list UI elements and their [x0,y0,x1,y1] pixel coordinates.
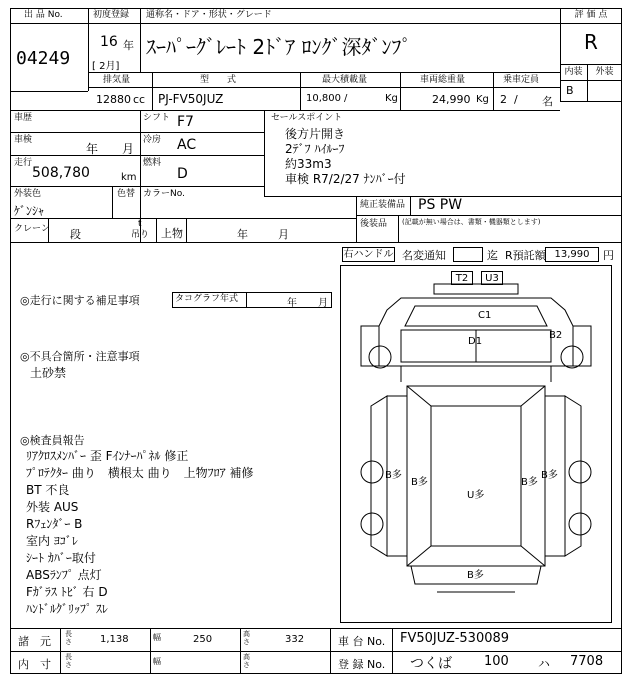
until-label: 迄 [487,249,498,262]
first-reg-year: 16 [100,34,118,50]
sales-point-line: 約33m3 [285,157,332,171]
genuine-equipment-label: 純正装備品 [360,200,406,210]
mark-u3: U3 [481,271,503,285]
crane-lift-unit: 吊り [131,230,150,240]
height-value: 332 [285,634,305,645]
inspector-line: Fｶﾞﾗｽ ﾄﾋﾞ 右 D [26,585,108,599]
recycle-fee-value: 13,990 [545,247,599,262]
crane-label: クレーン [14,224,50,234]
tachograph-month-unit: 月 [318,298,328,309]
lot-number: 04249 [16,48,71,69]
mileage-label: 走行 [14,158,33,168]
inspector-line: ABSﾗﾝﾌﾟ 点灯 [26,568,102,582]
length-value: 1,138 [100,634,129,645]
sales-point-line: 車検 R7/2/27 ﾅﾝﾊﾞｰ付 [285,172,406,186]
color-code-label: カラーNo. [143,189,185,199]
width-value: 250 [193,634,213,645]
steering-box: 右ハンドル [343,249,394,260]
mark-u-center: U多 [467,490,485,501]
recycle-fee-label: R預託額 [505,249,546,262]
mark-b2: B2 [549,330,563,341]
ac-value: AC [177,137,197,153]
inspector-line: ﾌﾟﾛﾃｸﾀｰ 曲り 横根太 曲り 上物ﾌﾛｱ 補修 [26,466,254,480]
genuine-equipment-value: PS PW [418,197,463,213]
gross-weight-label: 車両総重量 [420,75,466,85]
upper-month-unit: 月 [278,228,289,241]
inspector-line: BT 不良 [26,483,70,497]
inspector-line: Rﾌｪﾝﾀﾞｰ B [26,517,83,531]
max-load-value: 10,800 [306,93,341,104]
exterior-grade-label: 外装 [595,67,614,77]
chassis-label: 車 台 No. [338,635,386,648]
name-change-box [453,247,483,262]
inspector-title: ◎検査員報告 [20,434,85,447]
inner-height-label: 高さ [243,653,250,669]
capacity-unit: 名 [542,95,553,108]
ac-label: 冷房 [143,135,162,145]
vehicle-name: ｽｰﾊﾟｰｸﾞﾚｰﾄ 2ﾄﾞｱ ﾛﾝｸﾞ深ﾀﾞﾝﾌﾟ [146,35,412,59]
capacity-sep: / [514,93,518,106]
lot-label: 出 品 No. [24,10,63,20]
length-label: 長さ [65,630,72,646]
mark-b-inner-right: B多 [521,477,538,488]
chassis-number: FV50JUZ-530089 [400,631,510,646]
shift-label: シフト [143,113,171,123]
grade-label: 評 価 点 [574,10,608,20]
aftermarket-note: (記載が無い場合は、書類・機器類とします) [402,218,541,226]
inspection-label: 車検 [14,135,33,145]
gross-weight-value: 24,990 [432,93,471,106]
inspector-line: 室内 ﾖｺﾞﾚ [26,534,78,548]
max-load-sep: / [344,93,348,104]
mark-d1: D1 [468,336,483,347]
mileage-unit: km [121,172,137,183]
fuel-label: 燃料 [143,158,162,168]
interior-grade-label: 内装 [564,67,583,77]
interior-grade: B [566,84,574,97]
fuel-value: D [177,166,188,182]
defects-title: ◎不具合箇所・注意事項 [20,350,140,363]
color-label: 外装色 [14,189,42,199]
model-desc-label: 通称名・ドア・形状・グレード [146,10,272,20]
tachograph-year-unit: 年 [287,298,297,309]
shift-value: F7 [177,114,194,130]
plate-number: 7708 [570,654,604,669]
defect-item: 土砂禁 [30,366,67,380]
first-reg-label: 初度登録 [93,10,130,20]
first-reg-year-unit: 年 [123,39,134,52]
color-value: ｹﾞﾝｼｬ [14,204,45,218]
capacity-label: 乗車定員 [503,75,540,85]
history-label: 車歴 [14,113,33,123]
inspection-month-unit: 月 [122,142,135,156]
driving-remarks-title: ◎走行に関する補足事項 [20,294,140,307]
sales-point-label: セールスポイント [271,113,343,123]
inspector-line: ﾊﾝﾄﾞﾙｸﾞﾘｯﾌﾟ ｽﾚ [26,602,108,616]
mark-b-right: B多 [541,470,558,481]
inspector-line: ﾘｱｸﾛｽﾒﾝﾊﾞｰ 歪 Fｲﾝﾅｰﾊﾟﾈﾙ 修正 [26,449,189,463]
inspection-year-unit: 年 [86,142,99,156]
displacement-unit: cc [133,93,146,106]
plate-kana: ハ [538,657,551,671]
color-change-label: 色替 [117,189,136,199]
max-load-label: 最大積載量 [322,75,368,85]
damage-diagram [340,265,612,623]
sales-point-list [285,127,406,187]
width-label: 幅 [153,633,161,642]
aftermarket-label: 後装品 [360,219,388,229]
plate-region: つくば [410,656,452,672]
upper-year-unit: 年 [237,228,248,241]
tachograph-label: タコグラフ年式 [175,294,239,304]
mark-b-rear: B多 [467,570,484,581]
spec-label: 諸 元 [18,635,51,648]
overall-grade: R [584,30,598,54]
first-reg-month: [ 2月] [92,61,120,72]
max-load-unit: Kg [385,93,398,104]
model-code: PJ-FV50JUZ [158,92,224,106]
upper-label: 上物 [161,227,183,240]
mark-t2: T2 [451,271,473,285]
plate-class: 100 [484,654,509,669]
name-change-label: 名変通知 [402,249,446,262]
crane-ton-unit: t [138,219,142,229]
mark-b-left: B多 [385,470,402,481]
capacity-value: 2 [500,93,507,106]
mark-b-inner-left: B多 [411,477,428,488]
inspector-line: 外装 AUS [26,500,79,514]
inspector-list [26,448,253,618]
displacement-label: 排気量 [103,75,131,85]
sales-point-line: 2ﾃﾞﾌ ﾊｲﾙｰﾌ [285,142,345,156]
displacement-value: 12880 [96,93,131,106]
yen-label: 円 [603,249,614,262]
mileage-value: 508,780 [32,165,90,181]
gross-weight-unit: Kg [476,94,489,105]
sales-point-line: 後方片開き [285,127,346,141]
inner-length-label: 長さ [65,653,72,669]
plate-label: 登 録 No. [338,658,386,671]
inner-dim-label: 内 寸 [18,658,51,671]
height-label: 高さ [243,630,250,646]
inner-width-label: 幅 [153,657,161,666]
inspector-line: ｼｰﾄ ｶﾊﾞｰ取付 [26,551,96,565]
model-label: 型 式 [200,75,237,85]
crane-stage-unit: 段 [70,228,81,241]
mark-c1: C1 [478,310,492,321]
